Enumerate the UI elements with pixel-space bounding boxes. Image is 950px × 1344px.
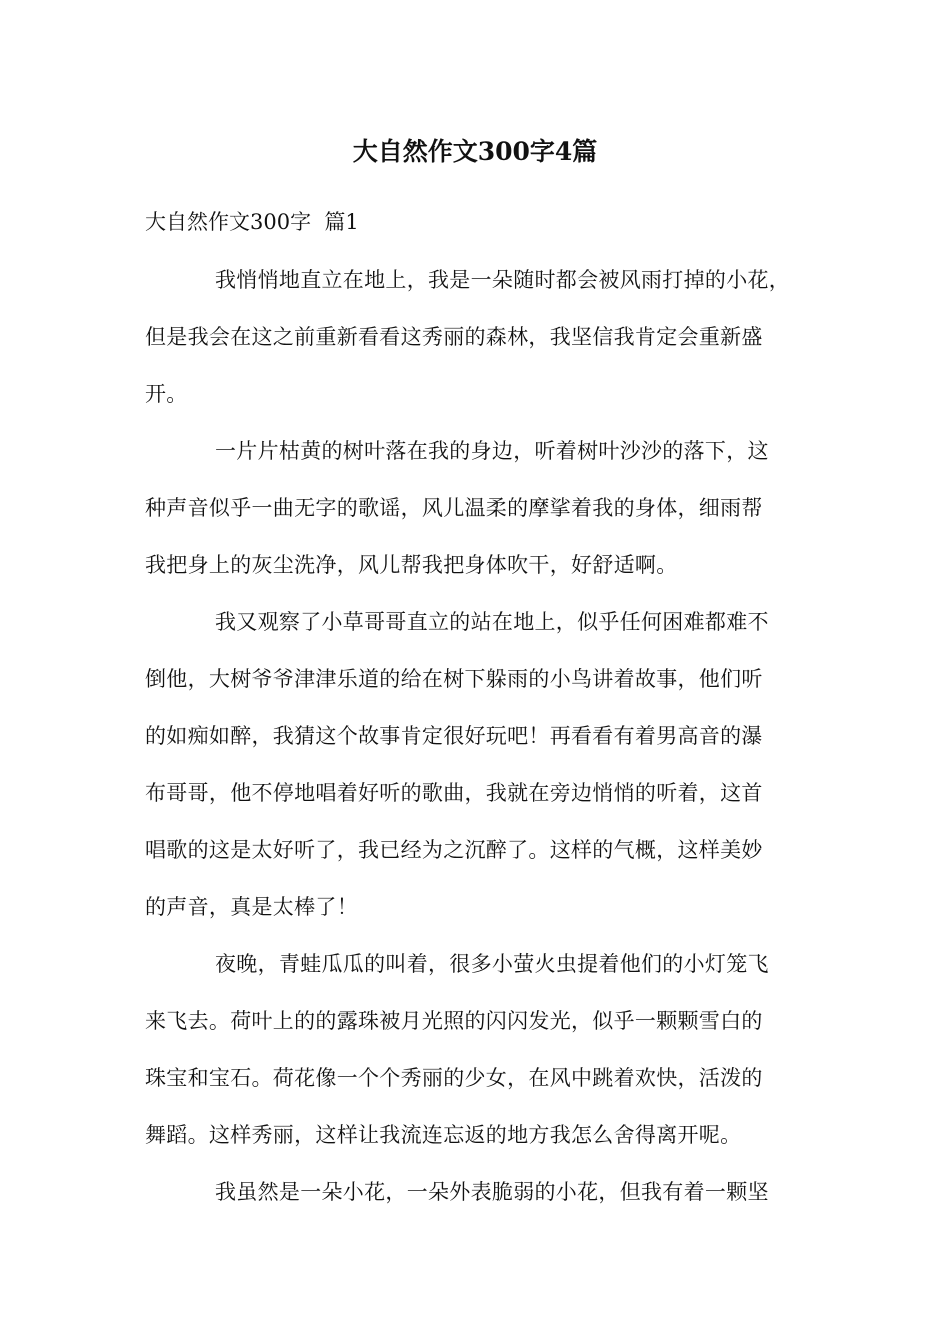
paragraph-3: [145, 606, 810, 948]
text-line: 夜晚，青蛙瓜瓜的叫着，很多小萤火虫提着他们的小灯笼飞: [215, 952, 769, 976]
paragraph-4: [145, 948, 810, 1176]
text-line: 布哥哥，他不停地唱着好听的歌曲，我就在旁边悄悄的听着，这首: [145, 781, 763, 805]
text-line: 来飞去。荷叶上的的露珠被月光照的闪闪发光，似乎一颗颗雪白的: [145, 1009, 763, 1033]
text-line: 的声音，真是太棒了！: [145, 895, 358, 919]
text-line: 舞蹈。这样秀丽，这样让我流连忘返的地方我怎么舍得离开呢。: [145, 1123, 742, 1147]
text-line: 我把身上的灰尘洗净，风儿帮我把身体吹干，好舒适啊。: [145, 553, 678, 577]
text-line: 唱歌的这是太好听了，我已经为之沉醉了。这样的气概，这样美妙: [145, 838, 763, 862]
paragraph-2: [145, 435, 810, 606]
text-line: 倒他，大树爷爷津津乐道的给在树下躲雨的小鸟讲着故事，他们听: [145, 667, 763, 691]
paragraph-1: [145, 264, 810, 435]
text-line: 种声音似乎一曲无字的歌谣，风儿温柔的摩挲着我的身体，细雨帮: [145, 496, 763, 520]
text-line: 开。: [145, 382, 188, 406]
text-line: 我悄悄地直立在地上，我是一朵随时都会被风雨打掉的小花，: [215, 268, 791, 292]
text-line: 我虽然是一朵小花，一朵外表脆弱的小花，但我有着一颗坚: [215, 1180, 769, 1204]
text-line: 我又观察了小草哥哥直立的站在地上，似乎任何困难都难不: [215, 610, 769, 634]
text-line: 一片片枯黄的树叶落在我的身边，听着树叶沙沙的落下，这: [215, 439, 769, 463]
section-heading: 大自然作文300字 篇1: [145, 210, 359, 234]
text-line: 珠宝和宝石。荷花像一个个秀丽的少女，在风中跳着欢快，活泼的: [145, 1066, 763, 1090]
text-line: 但是我会在这之前重新看看这秀丽的森林，我坚信我肯定会重新盛: [145, 325, 763, 349]
text-line: 的如痴如醉，我猜这个故事肯定很好玩吧！再看看有着男高音的瀑: [145, 724, 763, 748]
document-title: 大自然作文300字4篇: [352, 137, 598, 166]
paragraph-5: [145, 1176, 810, 1233]
